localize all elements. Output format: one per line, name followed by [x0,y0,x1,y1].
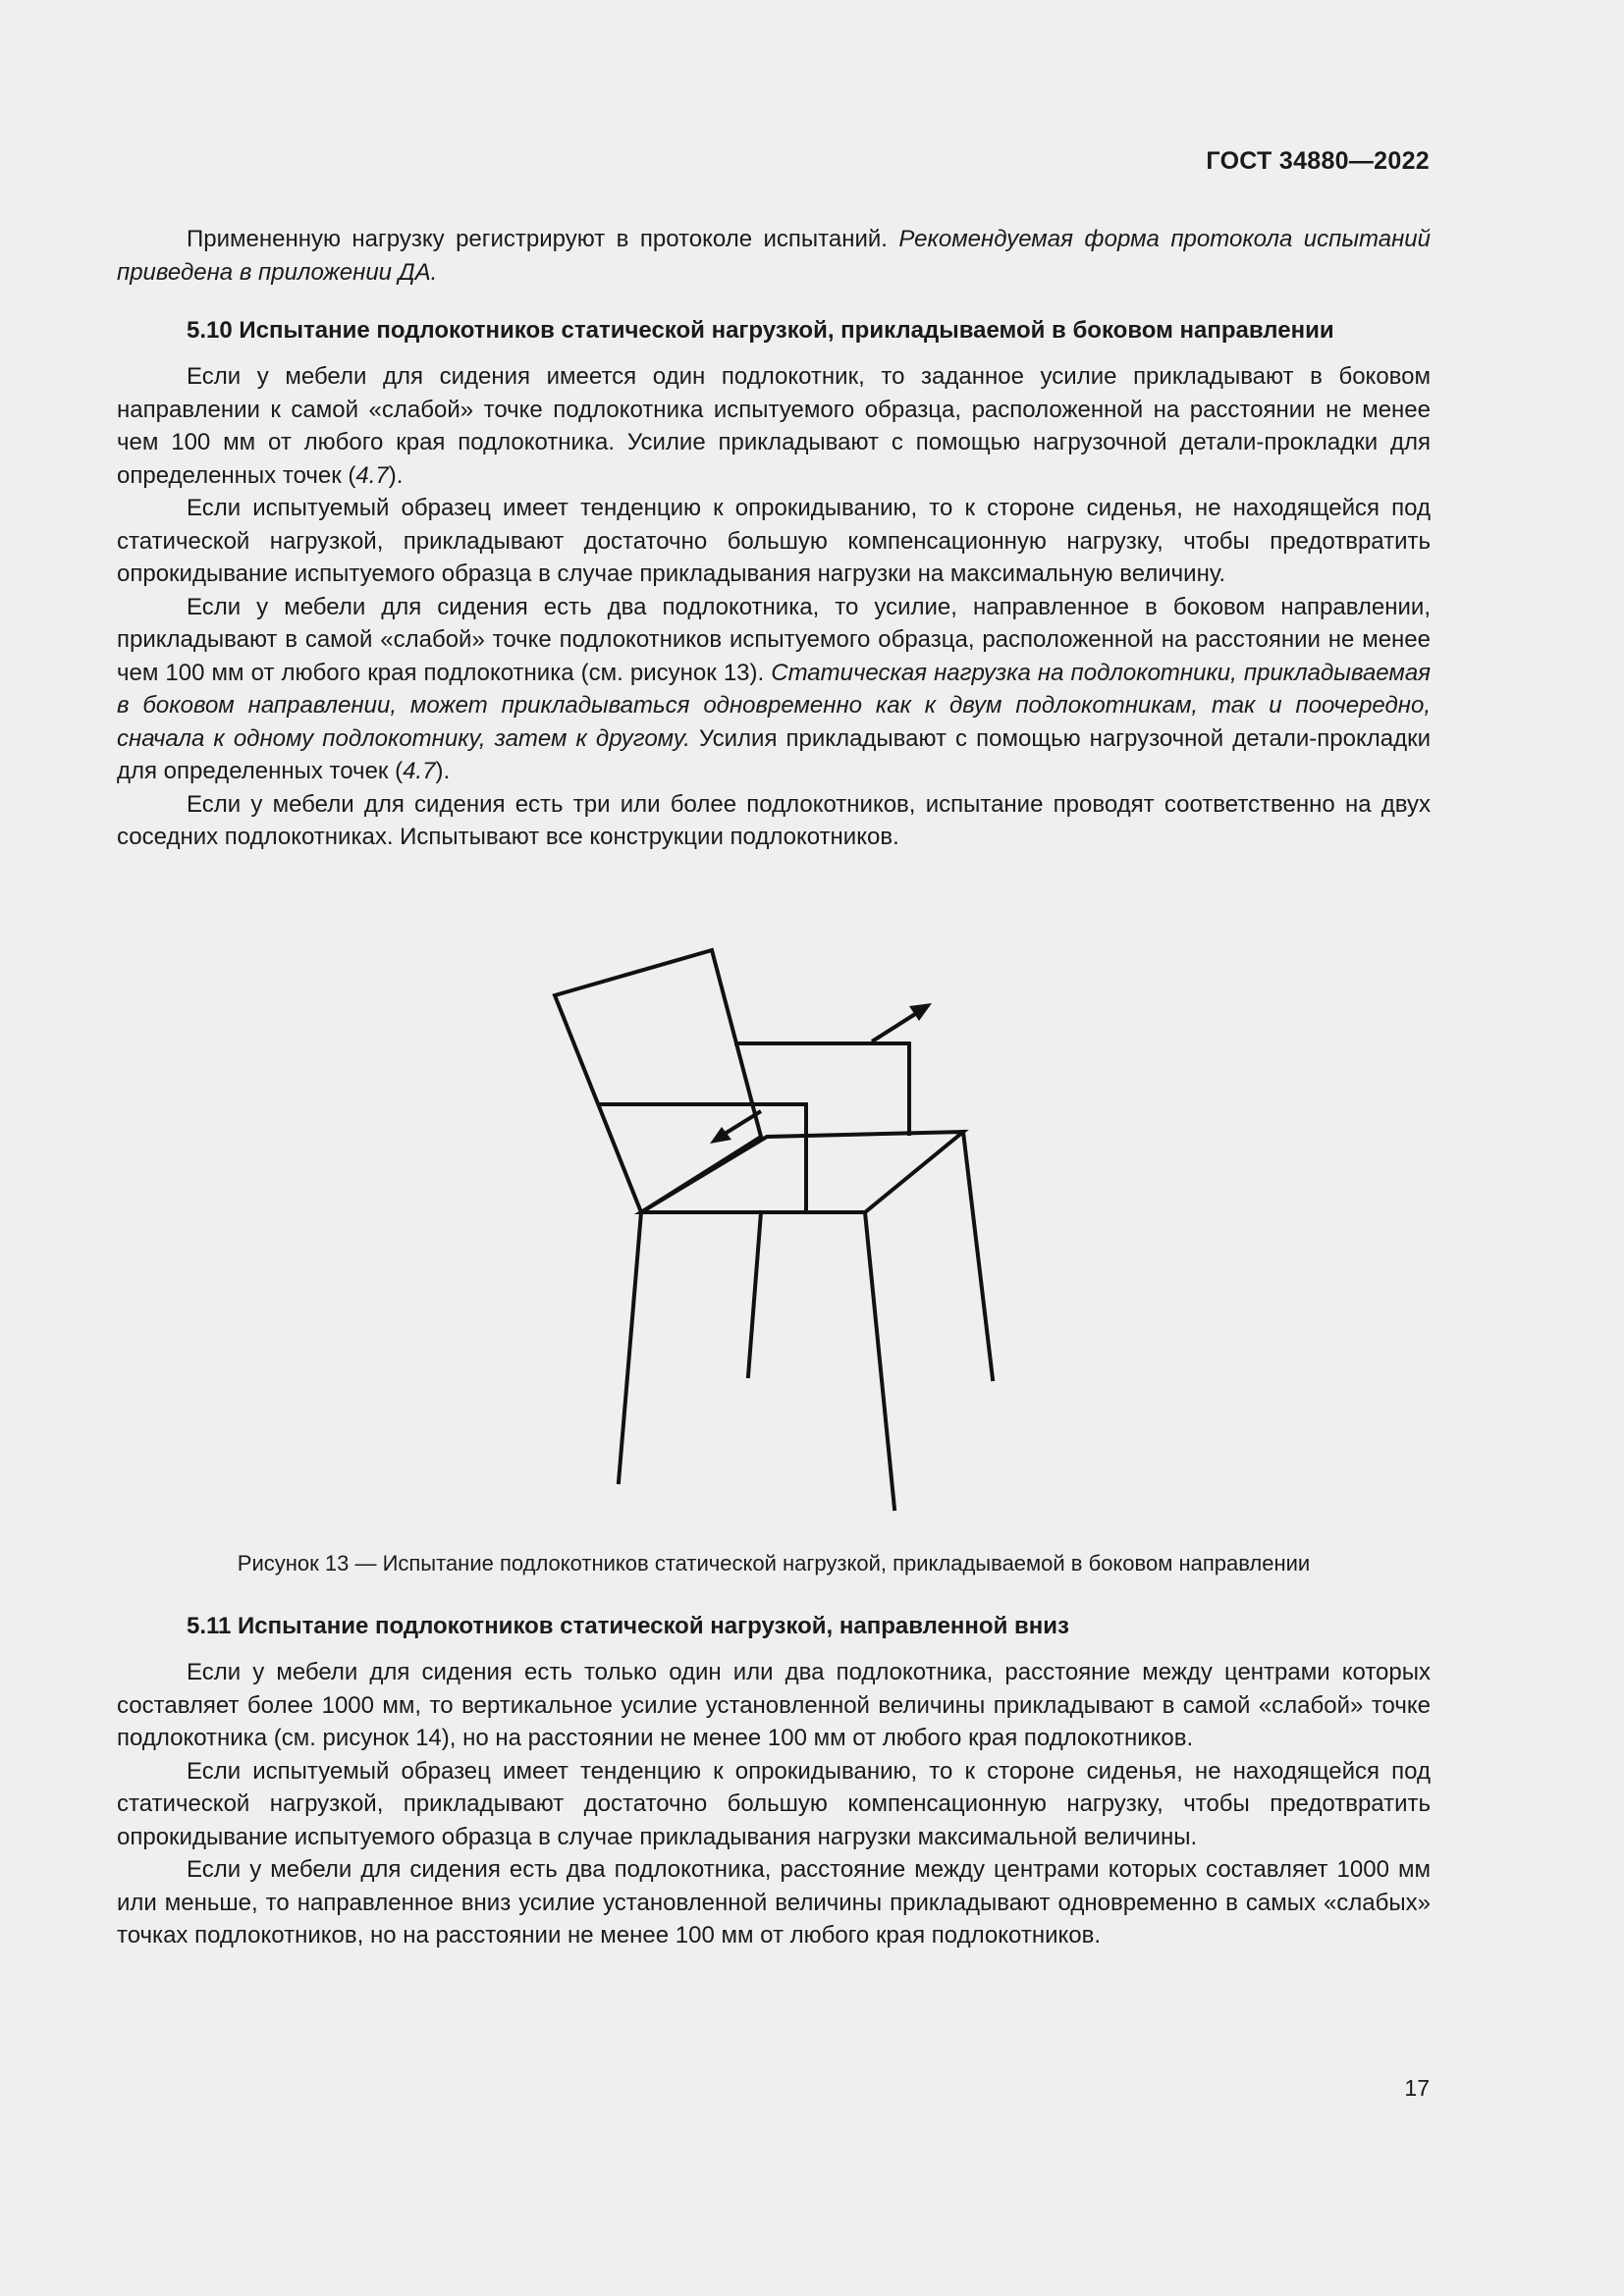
paragraph-text: Если у мебели для сидения имеется один подлокотник, то заданное усилие прикладывают в боковом направлении к самой «слабой» точке подлокотника испытуемого образца, расположенной на расстоянии не менее чем 100 мм от любого края подлокотника. Усилие прикладывают с помощью нагрузочной детали-прокладки для определенных точек ( [117,363,1431,489]
paragraph-italic-text: Статическая нагрузка на подлокотники, прикладываемая в боковом направлении, может прикладываться одновременно как к двум подлокотникам, так и поочередно, сначала к одному подлокотнику, затем к другому. [117,659,1431,752]
chair-backrest [555,950,761,1212]
paragraph-text: Если у мебели для сидения есть два подлокотника, то усилие, направленное в боковом направлении, прикладывают в самой «слабой» точке подлокотников испытуемого образца, расположенной на расстоянии не менее чем 100 мм от любого края подлокотника (см. рисунок 13). [117,593,1431,686]
section-5-11 [117,1610,1431,1952]
section-5-10-paragraph-3 [117,591,1431,788]
chair-armrest-right [736,1043,909,1134]
section-5-11-paragraph-1: Если у мебели для сидения есть только один или два подлокотника, расстояние между центрами которых составляет более 1000 мм, то вертикальное усилие установленной величины прикладывают в самой «слабой» точке подлокотника (см. рисунок 14), но на расстоянии не менее 100 мм от любого края подлокотников. [117,1659,1431,1751]
figure-13-caption: Рисунок 13 — Испытание подлокотников статической нагрузкой, прикладываемой в боковом направлении [237,1551,1311,1575]
page-number: 17 [1404,2075,1430,2101]
section-5-11-paragraph-3: Если у мебели для сидения есть два подлокотника, расстояние между центрами которых составляет 1000 мм или меньше, то направленное вниз усилие установленной величины прикладывают одновременно в самых «слабых» точках подлокотников, но на расстоянии не менее 100 мм от любого края подлокотников. [117,1856,1431,1949]
clause-reference: 4.7 [403,758,436,784]
figure-13-chair-drawing [530,937,1021,1517]
section-5-10-paragraph-2: Если испытуемый образец имеет тенденцию к опрокидыванию, то к стороне сиденья, не находящейся под статической нагрузкой, прикладывают достаточно большую компенсационную нагрузку, чтобы предотвратить опрокидывание испытуемого образца в случае прикладывания нагрузки на максимальную величину. [117,495,1431,587]
intro-block [117,223,1431,289]
intro-paragraph [117,223,1431,289]
section-5-11-heading: 5.11 Испытание подлокотников статической нагрузкой, направленной вниз [187,1613,1069,1639]
paragraph-text: Усилия прикладывают с помощью нагрузочной детали-прокладки для определенных точек ( [117,724,1431,784]
chair-seat [641,1132,963,1212]
intro-text: Примененную нагрузку регистрируют в протоколе испытаний. [187,226,899,252]
clause-reference: 4.7 [355,461,389,489]
chair-leg-front-right [865,1212,894,1509]
chair-leg-back-left [748,1212,761,1376]
section-5-10-heading: 5.10 Испытание подлокотников статической нагрузкой, прикладываемой в боковом направлении [187,317,1334,344]
intro-italic-text: Рекомендуемая форма протокола испытаний приведена в приложении ДА. [117,226,1431,286]
document-header: ГОСТ 34880—2022 [1206,147,1430,175]
section-5-10-paragraph-4: Если у мебели для сидения есть три или более подлокотников, испытание проводят соответственно на двух соседних подлокотниках. Испытывают все конструкции подлокотников. [117,790,1431,850]
chair-armrest-left [600,1104,806,1212]
arrow-head-right-icon [909,1003,932,1021]
paragraph-text: ). [435,758,451,784]
section-5-10-paragraph-1 [117,360,1431,492]
chair-leg-front-left [619,1212,641,1482]
paragraph-text: ). [388,461,404,489]
section-5-11-paragraph-2: Если испытуемый образец имеет тенденцию к опрокидыванию, то к стороне сиденья, не находящейся под статической нагрузкой, прикладывают достаточно большую компенсационную нагрузку, чтобы предотвратить опрокидывание испытуемого образца в случае прикладывания нагрузки максимальной величины. [117,1757,1431,1850]
section-5-10 [117,314,1431,854]
chair-leg-back-right [963,1132,993,1379]
